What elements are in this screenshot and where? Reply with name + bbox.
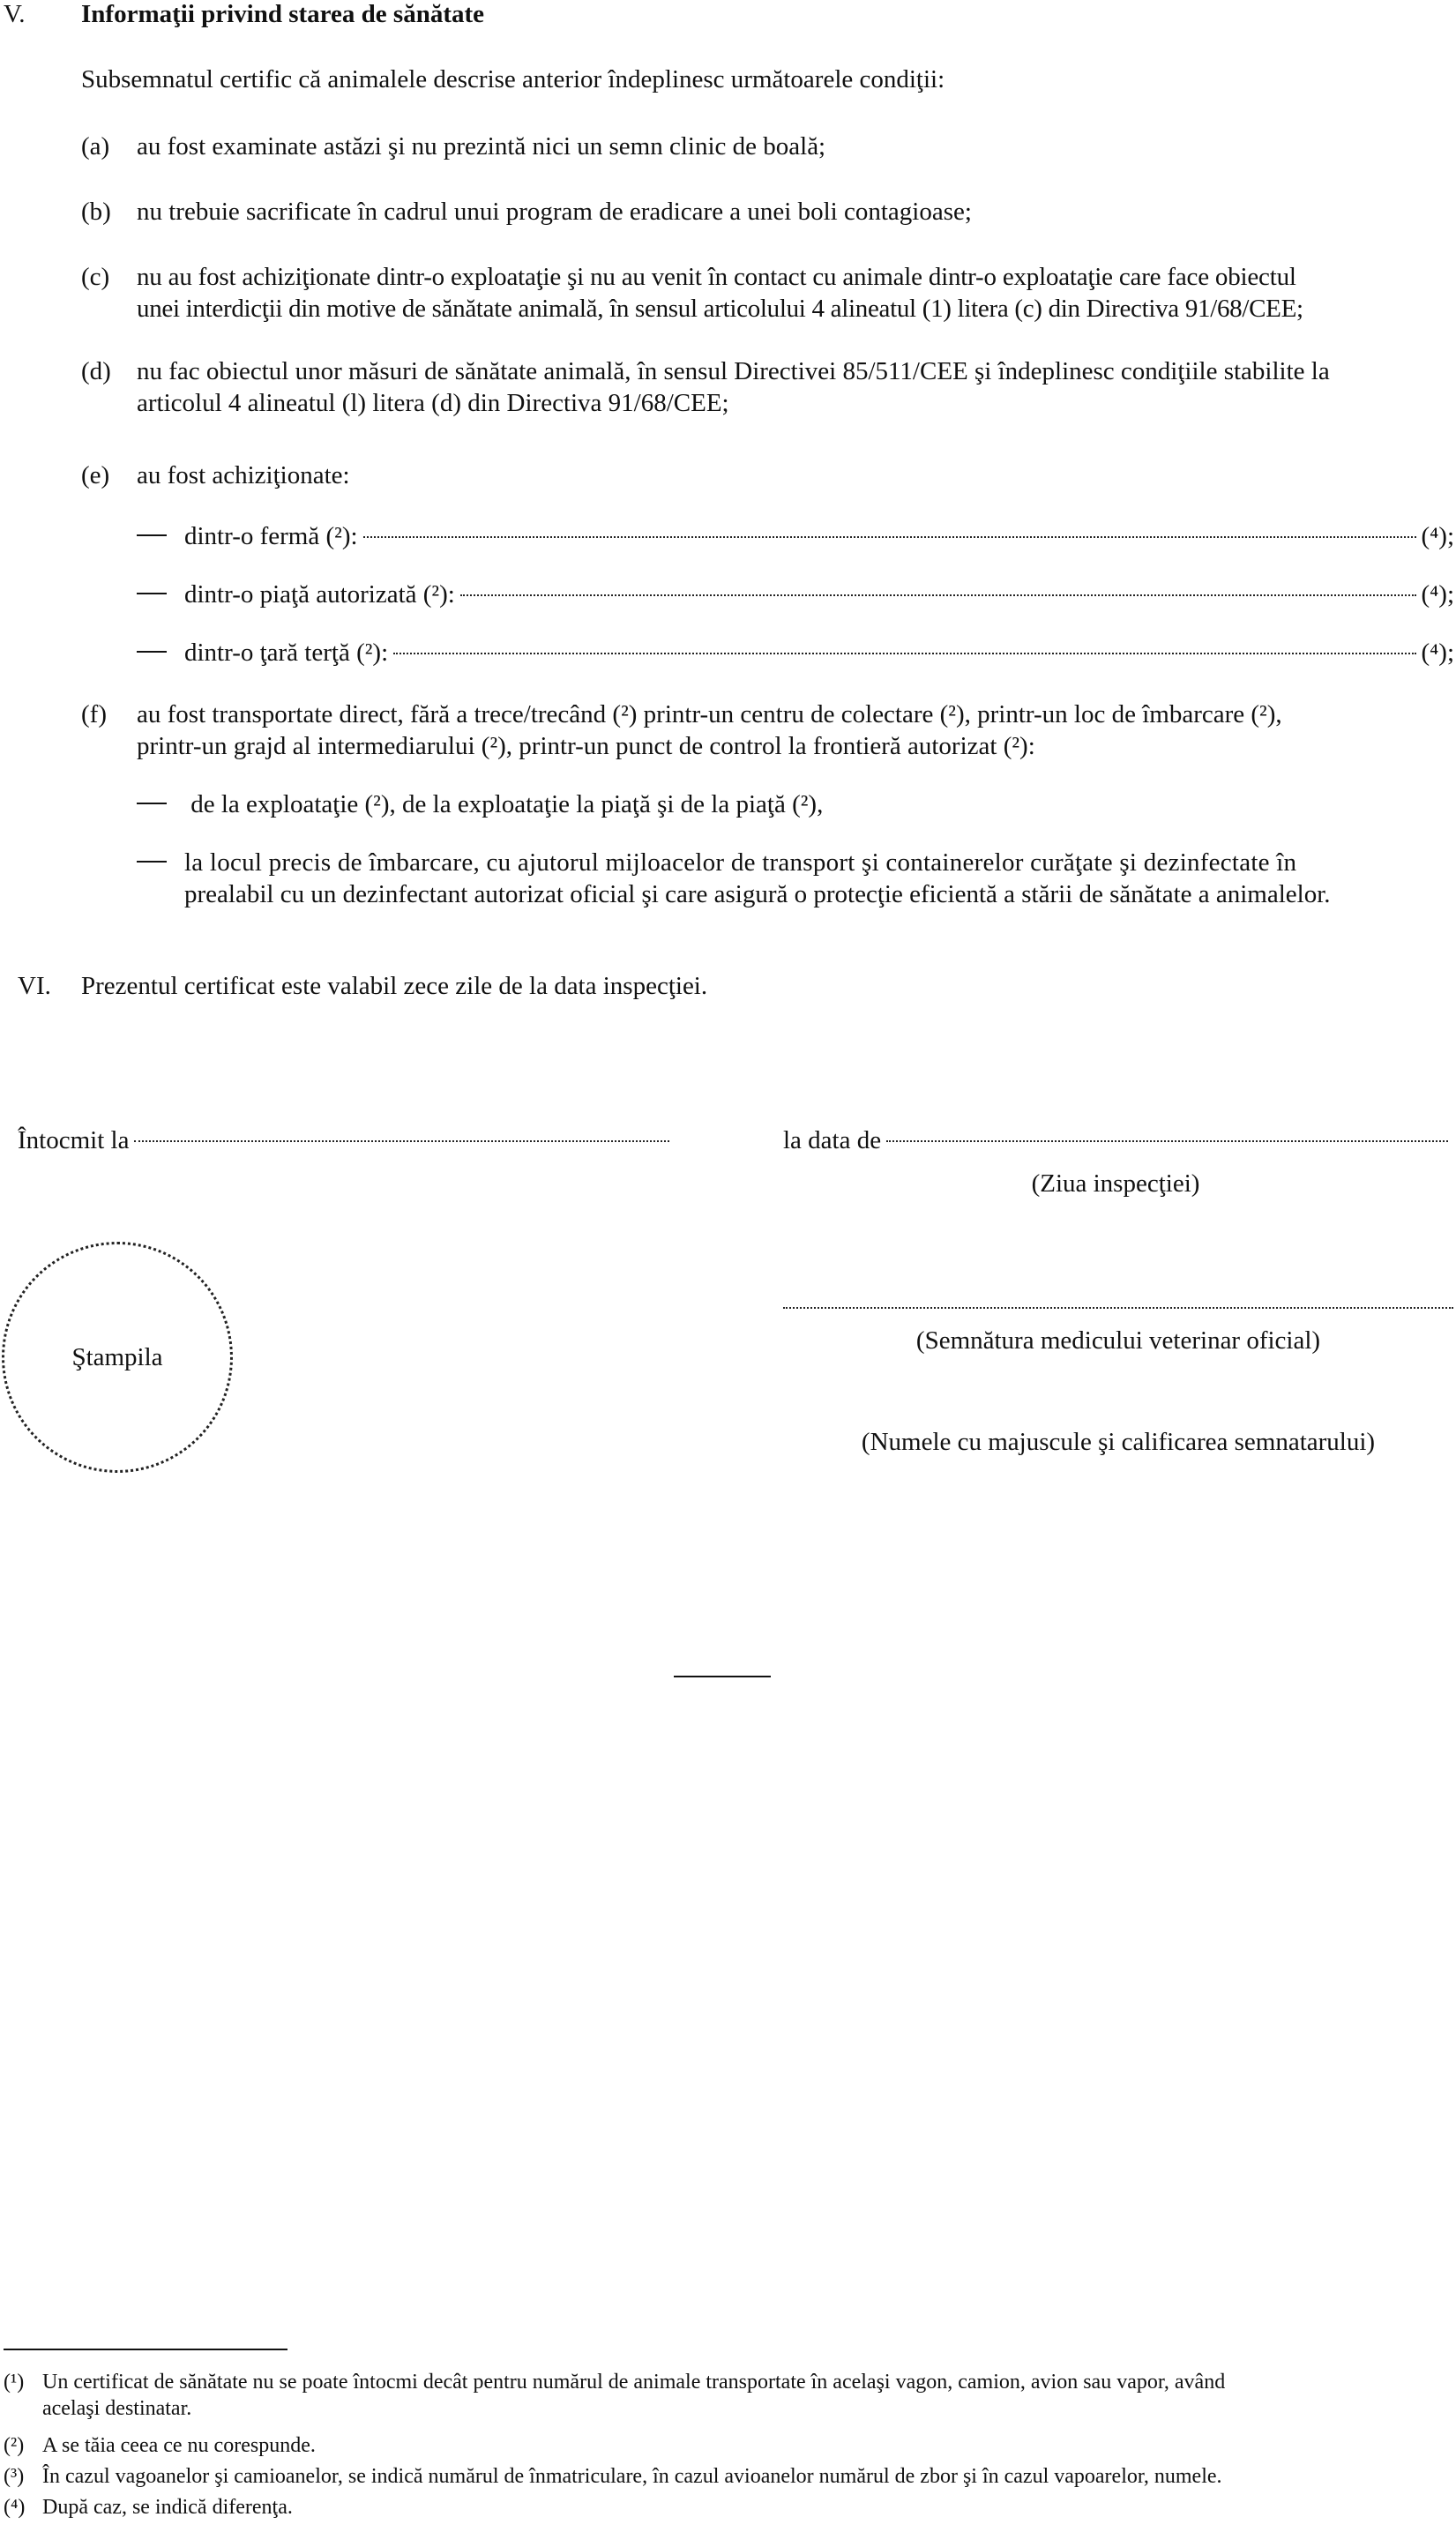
dash-bullet xyxy=(137,593,167,594)
item-d-text xyxy=(137,355,1330,419)
section-v-intro: Subsemnatul certific că animalele descrise anterior îndeplinesc următoarele condiţii: xyxy=(81,65,945,93)
item-d-line: nu fac obiectul unor măsuri de sănătate animală, în sensul Directivei 85/511/CEE şi îndeplinesc condiţiile stabilite la xyxy=(137,357,1330,385)
dash-bullet xyxy=(137,534,167,536)
footnote-line: După caz, se indică diferenţa. xyxy=(42,2496,293,2519)
e-subitem-suffix: (⁴); xyxy=(1421,522,1454,550)
signature-caption: (Semnătura medicului veterinar oficial) xyxy=(915,1326,1321,1355)
item-c-label: (c) xyxy=(81,263,110,291)
item-f-line: printr-un grajd al intermediarului (²), printr-un punct de control la frontieră autorizat (²): xyxy=(137,732,1035,760)
footnote-mark: (⁴) xyxy=(4,2496,26,2519)
e-subitem-suffix: (⁴); xyxy=(1421,580,1454,609)
footnote-mark: (³) xyxy=(4,2465,25,2488)
footnote-rule xyxy=(4,2349,287,2350)
f-subitem-line: la locul precis de îmbarcare, cu ajutorul mijloacelor de transport şi containerelor curăţate şi dezinfectate în xyxy=(184,848,1297,877)
footnote-line: Un certificat de sănătate nu se poate întocmi decât pentru numărul de animale transportate în acelaşi vagon, camion, avion sau vapor, având xyxy=(42,2371,1226,2394)
section-v-number: V. xyxy=(4,0,26,28)
section-vi-text: Prezentul certificat este valabil zece zile de la data inspecţiei. xyxy=(81,972,708,1000)
e-subitem xyxy=(137,520,1454,552)
place-field xyxy=(18,1124,675,1156)
date-caption: (Ziua inspecţiei) xyxy=(1031,1169,1200,1198)
e-subitem-text: dintr-o ţară terţă (²): xyxy=(184,639,389,667)
item-d-label: (d) xyxy=(81,357,111,385)
dash-bullet-holder xyxy=(137,847,167,878)
e-subitem-suffix: (⁴); xyxy=(1421,639,1454,667)
footnote-mark: (¹) xyxy=(4,2371,25,2394)
e-subitem-text: dintr-o fermă (²): xyxy=(184,522,358,550)
item-a-text: au fost examinate astăzi şi nu prezintă nici un semn clinic de boală; xyxy=(137,132,826,161)
item-e-text: au fost achiziţionate: xyxy=(137,461,350,489)
date-label: la data de xyxy=(783,1126,882,1154)
item-d-line: articolul 4 alineatul (l) litera (d) din Directiva 91/68/CEE; xyxy=(137,389,729,417)
footnote-mark: (²) xyxy=(4,2434,25,2457)
signature-fill-line[interactable] xyxy=(783,1307,1453,1309)
name-caption: (Numele cu majuscule şi calificarea semnatarului) xyxy=(861,1428,1376,1456)
date-field xyxy=(783,1124,1453,1156)
footnote-line: În cazul vagoanelor şi camioanelor, se indică numărul de înmatriculare, în cazul avioanelor numărul de zbor şi în cazul vapoarelor, numele. xyxy=(42,2465,1222,2488)
f-subitem-line: prealabil cu un dezinfectant autorizat oficial şi care asigură o protecţie eficientă a stării de sănătate a animalelor. xyxy=(184,880,1331,908)
item-a-label: (a) xyxy=(81,132,110,161)
item-c-line: unei interdicţii din motive de sănătate animală, în sensul articolului 4 alineatul (1) litera (c) din Directiva 91/68/CEE; xyxy=(137,295,1303,323)
footnote-line: A se tăia ceea ce nu corespunde. xyxy=(42,2434,316,2457)
f-subitem-text: de la exploataţie (²), de la exploataţie la piaţă şi de la piaţă (²), xyxy=(190,790,824,818)
item-f-line: au fost transportate direct, fără a trece/trecând (²) printr-un centru de colectare (²), printr-un loc de îmbarcare (²), xyxy=(137,700,1282,728)
f-subitem xyxy=(137,788,823,820)
item-f-label: (f) xyxy=(81,700,107,728)
stamp-circle xyxy=(2,1242,233,1473)
place-label: Întocmit la xyxy=(18,1126,130,1154)
e-subitem xyxy=(137,637,1454,668)
e-subitem xyxy=(137,579,1454,610)
f-subitem-text xyxy=(184,847,1331,910)
e-subitem-text: dintr-o piaţă autorizată (²): xyxy=(184,580,455,609)
item-c-text xyxy=(137,261,1454,325)
item-b-label: (b) xyxy=(81,198,111,226)
item-f-text xyxy=(137,698,1282,762)
date-fill-line[interactable] xyxy=(886,1140,1448,1142)
place-fill-line[interactable] xyxy=(134,1140,669,1142)
dash-bullet xyxy=(137,861,167,863)
item-c-line: nu au fost achiziţionate dintr-o exploataţie şi nu au venit în contact cu animale dintr-o exploataţie care face obiectul xyxy=(137,263,1296,291)
item-b-text: nu trebuie sacrificate în cadrul unui program de eradicare a unei boli contagioase; xyxy=(137,198,972,226)
section-vi-number: VI. xyxy=(18,972,51,1000)
fill-line xyxy=(363,536,1416,538)
dash-bullet xyxy=(137,803,167,804)
dash-bullet xyxy=(137,651,167,653)
stamp-label: Ştampila xyxy=(71,1343,163,1371)
section-v-title: Informaţii privind starea de sănătate xyxy=(81,0,485,28)
end-divider xyxy=(674,1676,771,1677)
item-e-label: (e) xyxy=(81,461,110,489)
footnote-line: acelaşi destinatar. xyxy=(42,2397,192,2420)
fill-line xyxy=(393,653,1415,654)
fill-line xyxy=(460,594,1416,596)
